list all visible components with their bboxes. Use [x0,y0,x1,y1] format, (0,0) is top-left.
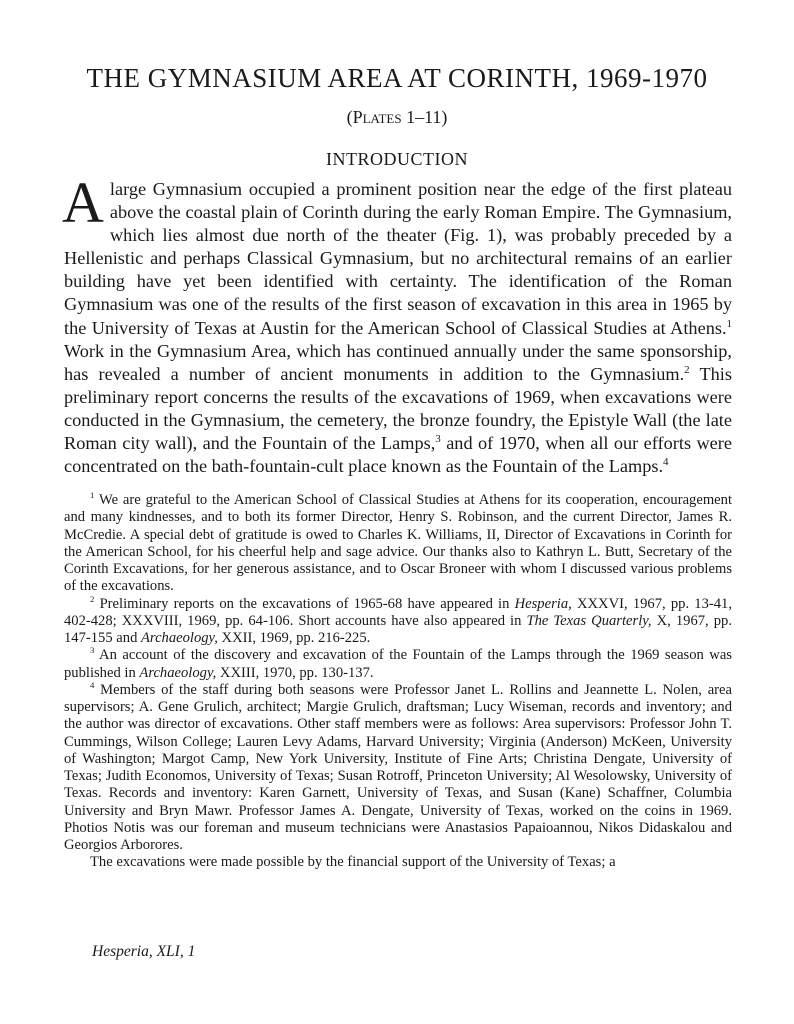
intro-text-3: This preliminary report concerns the results of the excavations of 1969, when excavations were conducted in the Gymnasium, the cemetery, the bronze foundry, the Epistyle Wall (the late Roman city wall), and the Fountain of the Lamps, [64,363,732,454]
article-title: THE GYMNASIUM AREA AT CORINTH, 1969-1970 [86,63,708,93]
footnote-2-text-d: XXII, 1969, pp. 216-225. [217,630,371,646]
footnote-2-text-b: XXXVI, 1967, pp. 13-41, 402-428; XXXVIII, 1969, pp. 64-106. Short accounts have also appeared in [64,595,732,629]
introduction-paragraph [62,170,732,478]
journal-archaeology: Archaeology, [141,630,218,646]
plates-label: (Plates 1–11) [346,107,448,127]
plates-reference [60,106,734,128]
section-heading: INTRODUCTION [326,149,468,169]
footnote-marker-4: 4 [90,679,95,690]
footnote-3-text-b: XXIII, 1970, pp. 130-137. [216,664,374,681]
footnote-3 [64,647,732,682]
footnote-1-text: We are grateful to the American School of Classical Studies at Athens for its cooperation, encouragement and many kindnesses, and to both its former Director, Henry S. Robinson, and the current Director, James R. McCredie. A special debt of gratitude is owed to Charles K. Williams, II, Director of Excavations in Corinth for the American School, for his cheerful help and sage advice. Our thanks also to Kathryn L. Butt, Secretary of the Corinth Excavations, for her generous assistance, and to Oscar Broneer with whom I discussed various problems of the excavations. [64,492,732,595]
drop-cap: A [62,170,104,235]
journal-texas-quarterly: The Texas Quarterly, [526,612,652,629]
intro-text-2: Work in the Gymnasium Area, which has continued annually under the same sponsorship, has revealed a number of ancient monuments in addition to the Gymnasium. [64,340,732,384]
journal-archaeology: Archaeology, [139,664,217,681]
footnotes [64,492,732,872]
footnote-marker-3: 3 [90,645,95,656]
footnote-4 [64,679,732,855]
journal-issue-label: Hesperia, XLI, 1 [92,943,196,960]
footnote-ref-1: 1 [726,317,732,330]
footnote-ref-3: 3 [435,432,441,445]
footnote-marker-1: 1 [90,490,95,501]
footnote-2-text-a: Preliminary reports on the excavations of 1965-68 have appeared in [94,595,515,612]
footnote-marker-2: 2 [90,593,95,604]
journal-hesperia: Hesperia, [514,595,572,612]
footnote-4-continuation: The excavations were made possible by the financial support of the University of Texas; a [90,854,616,871]
intro-text-1: large Gymnasium occupied a prominent position near the edge of the first plateau above the coastal plain of Corinth during the early Roman Empire. The Gymnasium, which lies almost due north of the theater (Fig. 1), was probably preceded by a Hellenistic and perhaps Classical Gymnasium, but no architectural remains of an earlier building have yet been identified with certainty. The identification of the Roman Gymnasium was one of the results of the first season of excavation in this area in 1965 by the University of Texas at Austin for the American School of Classical Studies at Athens. [64,179,732,338]
footnote-3-text-a: An account of the discovery and excavation of the Fountain of the Lamps through the 1969 season was published in [64,647,732,681]
footnote-2 [64,593,732,648]
footnote-2-text-c: X, 1967, pp. 147-155 and [64,612,732,646]
intro-text-4: and of 1970, when all our efforts were concentrated on the bath-fountain-cult place known as the Fountain of the Lamps. [64,433,732,477]
footnote-ref-2: 2 [684,363,690,376]
footnote-4-text: Members of the staff during both seasons were Professor Janet L. Rollins and Jeannette L. Nolen, area supervisors; A. Gene Grulich, architect; Margie Grulich, draftsman; Lucy Wiseman, records and inventory; and the author was director of excavations. Other staff members were as follows: Area supervisors: Professor John T. Cummings, Wilson College; Lauren Levy Adams, Harvard University; Virginia (Anderson) McKeen, University of Washington; Margot Camp, New York University, Institute of Fine Arts; Christina Dengate, University of Texas; Judith Economos, University of Texas; Susan Rotroff, Princeton University; Al Wesolowsky, University of Texas. Records and inventory: Karen Garnett, University of Texas, and Susan (Kane) Schaffner, Columbia University and Bryn Mawr. Professor James A. Dengate, University of Texas, worked on the coins in 1969. Photios Notis was our foreman and museum technicians were Anastasios Papaioannou, Nikos Didaskalou and Georgios Arborores. [64,681,732,853]
footnote-ref-4: 4 [663,456,669,469]
footnote-1 [64,492,732,596]
